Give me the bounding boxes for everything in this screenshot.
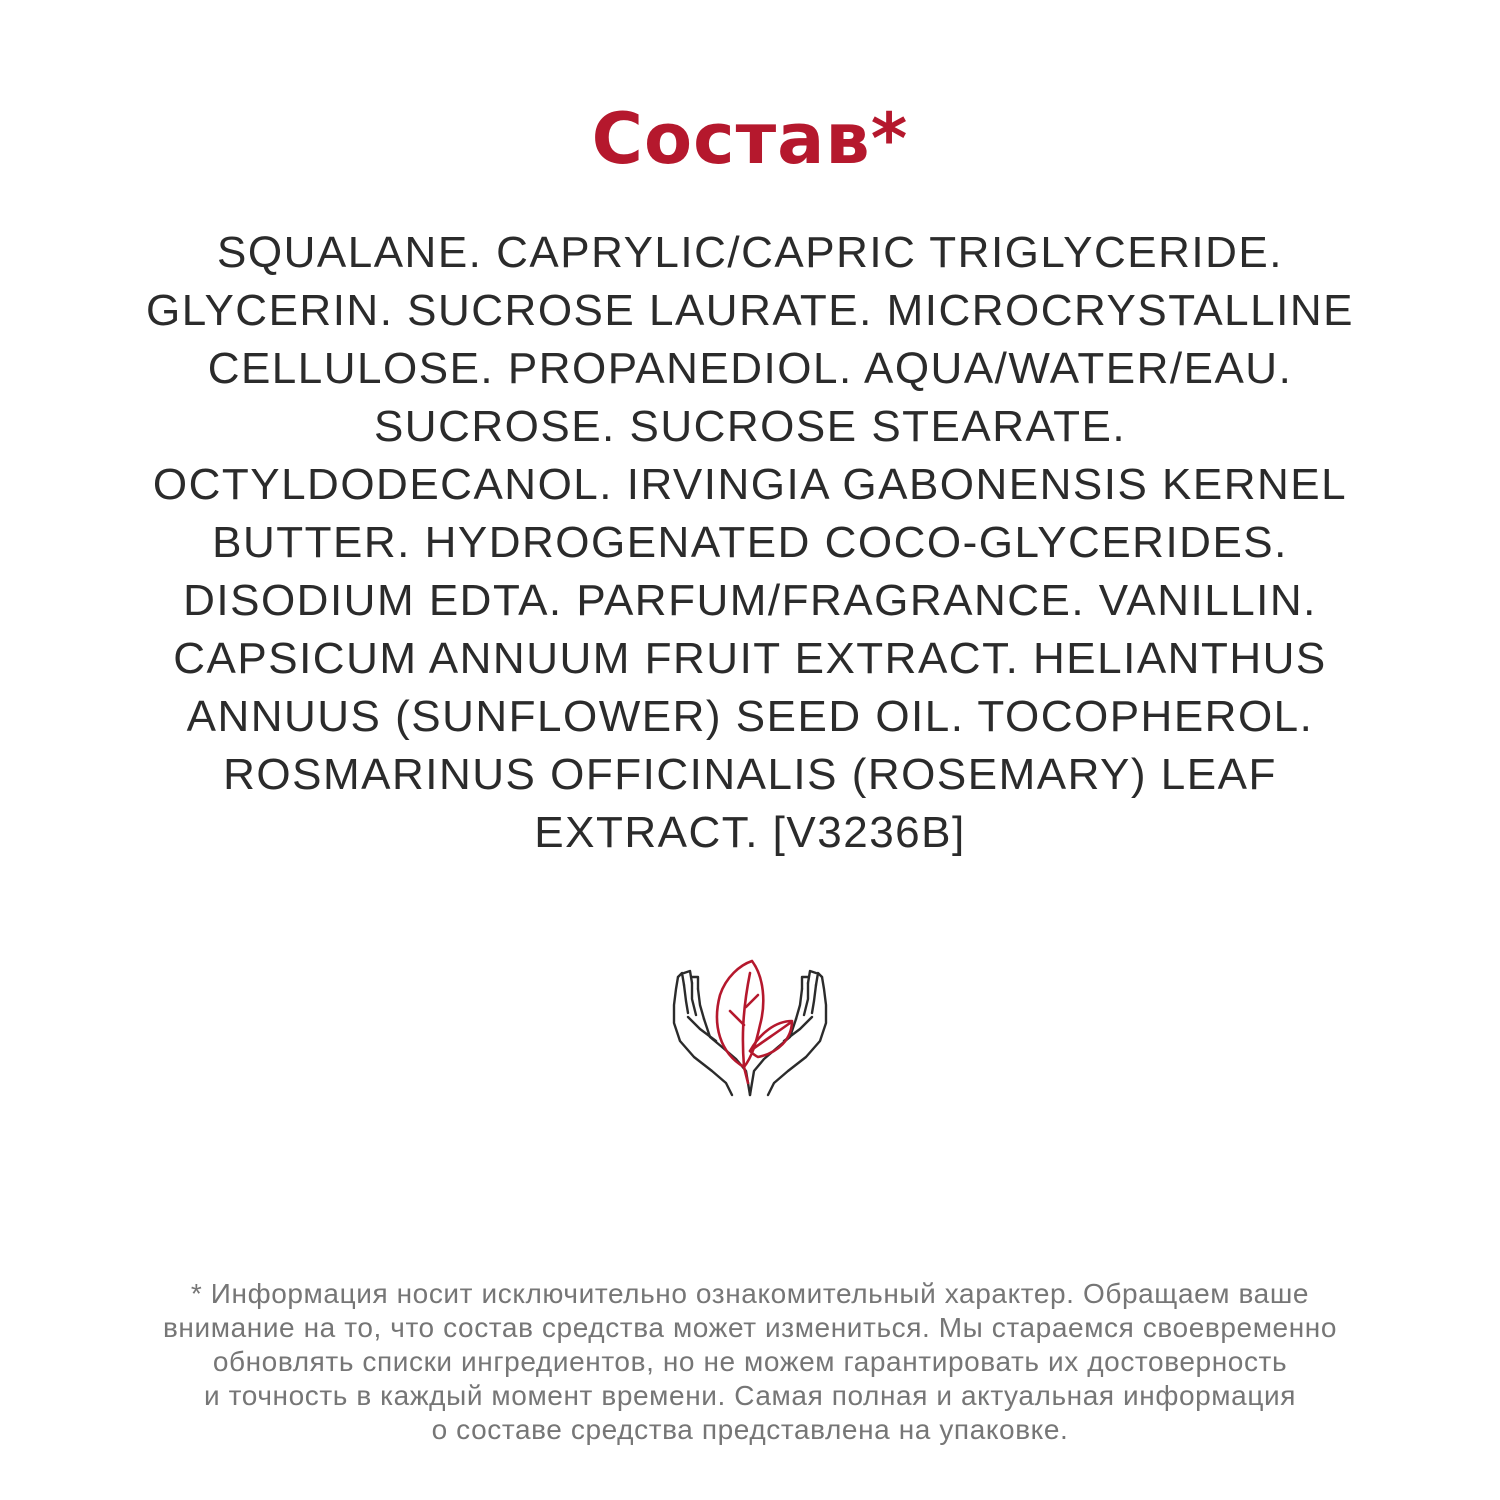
disclaimer-line: обновлять списки ингредиентов, но не можем гарантировать их достоверность [212,1346,1288,1377]
hands-outline [674,971,826,1095]
disclaimer [40,1277,1460,1447]
ingredients-line: EXTRACT. [V3236B] [534,808,966,857]
ingredients-line: OCTYLDODECANOL. IRVINGIA GABONENSIS KERNEL [152,460,1348,509]
page-title: Состав* [591,98,909,180]
ingredients-list [90,224,1410,862]
ingredients-line: CAPSICUM ANNUUM FRUIT EXTRACT. HELIANTHUS [173,634,1327,683]
disclaimer-line: внимание на то, что состав средства может измениться. Мы стараемся своевременно [162,1312,1338,1343]
ingredients-line: CELLULOSE. PROPANEDIOL. AQUA/WATER/EAU. [207,344,1293,393]
ingredients-line: SUCROSE. SUCROSE STEARATE. [373,402,1127,451]
ingredients-line: DISODIUM EDTA. PARFUM/FRAGRANCE. VANILLIN. [183,576,1317,625]
ingredients-line: GLYCERIN. SUCROSE LAURATE. MICROCRYSTALLINE [146,286,1354,335]
ingredients-line: ROSMARINUS OFFICINALIS (ROSEMARY) LEAF [223,750,1277,799]
disclaimer-line: * Информация носит исключительно ознакомительный характер. Обращаем ваше [190,1278,1310,1309]
leaves-outline [717,961,792,1083]
ingredients-line: ANNUUS (SUNFLOWER) SEED OIL. TOCOPHEROL. [186,692,1314,741]
ingredients-line: BUTTER. HYDROGENATED COCO-GLYCERIDES. [212,518,1288,567]
hands-holding-leaves-icon [660,955,840,1105]
disclaimer-line: и точность в каждый момент времени. Самая полная и актуальная информация [204,1380,1296,1411]
ingredients-line: SQUALANE. CAPRYLIC/CAPRIC TRIGLYCERIDE. [217,228,1283,277]
disclaimer-line: о составе средства представлена на упаковке. [431,1414,1069,1445]
